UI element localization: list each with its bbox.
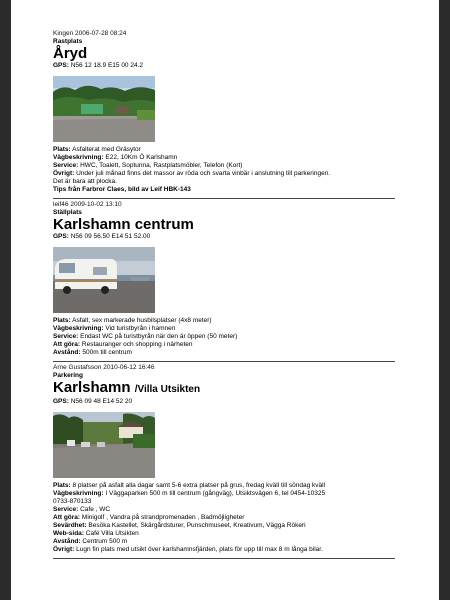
field-value: HWC, Toalett, Soptunna, Rastplatsmöbler, Telefon (Kort) [80,162,243,169]
field-value: Det är bara att plocka. [53,178,117,185]
field-label: Övrigt: [53,546,75,553]
field-value: Lugn fin plats med utsikt över karlshamnsfjärden, plats för upp till max 8 m långa bilar. [76,546,323,553]
entry-kind: Parkering [53,372,83,379]
gps-value: N56 12 18.9 E15 00 24.2 [70,62,143,69]
document-page [11,0,439,600]
divider [53,361,395,362]
field-label: Att göra: [53,514,81,521]
field-vagbeskrivning [53,325,407,333]
field-label: Sevärdhet: [53,522,87,529]
gps-label: GPS: [53,233,69,240]
field-ovrigt [53,546,407,554]
entry-kind: Ställplats [53,209,82,216]
motorhome-photo [53,247,155,313]
field-value: Café Villa Utsikten [85,530,139,537]
divider [53,198,395,199]
entry-aryd [53,30,407,199]
field-vagbeskrivning [53,490,407,498]
field-label: Service: [53,506,79,513]
field-att-gora [53,514,407,522]
field-value: I Väggaparken 500 m till centrum (gångväg), Utsiktsvägen 6, tel 0454-10325 [105,490,326,497]
entry-karlshamn-centrum [53,201,407,362]
field-service [53,333,407,341]
entry-gps [53,398,407,406]
field-label: Att göra: [53,341,81,348]
rest-area-photo [53,76,155,142]
entry-gps [53,233,407,241]
field-label: Vägbeskrivning: [53,490,104,497]
entry-gps [53,62,407,70]
field-value: E22, 10Km Ö Karlshamn [105,154,178,161]
field-value: Asfalt, sex markerade husbilsplatser (4x8 meter) [72,317,212,324]
field-value: Under juli månad finns det massor av röda och svarta vinbär i anslutning till parkeringen. [76,170,331,177]
field-value: Centrum 500 m [82,538,128,545]
entry-title-text: Åryd [53,45,88,62]
field-plats [53,317,407,325]
entry-title [53,46,407,62]
field-telefon-cont [53,498,407,506]
gps-label: GPS: [53,398,69,405]
field-value: 500m till centrum [82,349,132,356]
field-service [53,506,407,514]
field-value: 0733-870133 [53,498,92,505]
field-value: Vid turistbyrån i hamnen [105,325,176,332]
field-ovrigt [53,170,407,178]
divider [53,558,395,559]
field-vagbeskrivning [53,154,407,162]
field-avstand [53,349,407,357]
field-sevardhet [53,522,407,530]
field-avstand [53,538,407,546]
photo-karlshamn-centrum [53,247,155,313]
field-label: Plats: [53,146,71,153]
field-label: Service: [53,333,79,340]
photo-aryd [53,76,155,142]
entry-kind: Rastplats [53,38,83,45]
field-value: Restauranger och shopping i närheten [81,341,193,348]
entry-title [53,380,407,398]
gps-value: N56 09 48 E14 52 20 [70,398,133,405]
field-value: Besöka Kastellet, Skärgårdsturer, Punschmuseet, Kreativum, Vägga Rökeri [88,522,306,529]
field-value: Cafe , WC [80,506,111,513]
field-label: Web-sida: [53,530,84,537]
field-label: Plats: [53,482,71,489]
field-value: Minigolf , Vandra på strandpromenaden , Badmöjligheter [81,514,245,521]
entry-byline: Arne Gustafsson 2010-06-12 16:46 [53,364,155,371]
field-label: Vägbeskrivning: [53,325,104,332]
parking-photo [53,412,155,478]
field-web-sida [53,530,407,538]
field-ovrigt-cont [53,178,407,186]
field-service [53,162,407,170]
field-value: 8 platser på asfalt alla dagar samt 5-6 extra platser på grus, fredag kväll till söndag kväll [72,482,326,489]
entry-title-text: Karlshamn centrum [53,216,194,233]
entry-villa-utsikten [53,364,407,559]
entry-byline: Kingen 2006-07-28 08:24 [53,30,127,37]
photo-villa-utsikten [53,412,155,478]
entry-title [53,217,407,233]
entry-title-text: Karlshamn [53,379,131,396]
field-label: Service: [53,162,79,169]
field-value: Asfalterat med Gräsytor [72,146,141,153]
field-value: Endast WC på turistbyrån när den är öppen (50 meter) [80,333,238,340]
field-att-gora [53,341,407,349]
field-label: Övrigt: [53,170,75,177]
field-plats [53,146,407,154]
entry-byline: leif46 2009-10-02 13:10 [53,201,122,208]
entry-credit: Tips från Farbror Claes, bild av Leif HBK-143 [53,186,191,193]
field-plats [53,482,407,490]
field-label: Plats: [53,317,71,324]
entry-subtitle: /Villa Utsikten [134,384,201,395]
field-label: Avstånd: [53,538,81,545]
gps-value: N56 09 56.50 E14 51 52.00 [70,233,151,240]
page-content [53,30,407,561]
field-label: Vägbeskrivning: [53,154,104,161]
gps-label: GPS: [53,62,69,69]
field-label: Avstånd: [53,349,81,356]
